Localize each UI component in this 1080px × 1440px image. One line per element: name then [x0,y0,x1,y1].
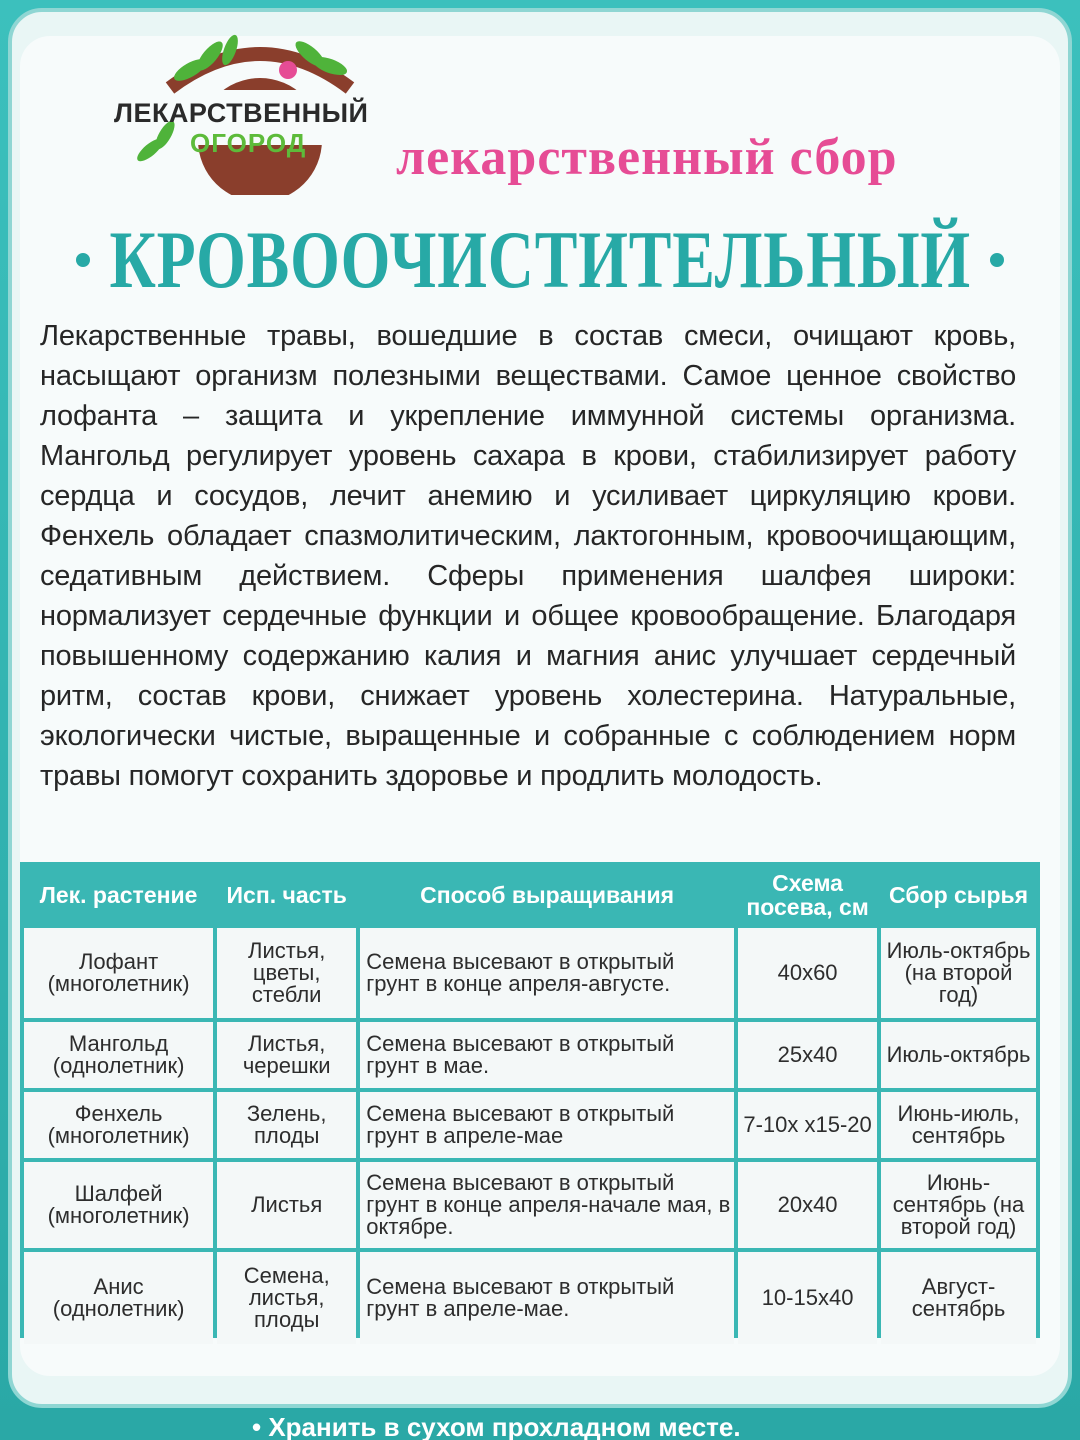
brand-name-line2: ОГОРОД [190,128,307,158]
table-cell: Семена, листья, плоды [217,1252,356,1344]
table-cell: 20х40 [738,1162,877,1248]
table-cell: 40х60 [738,928,877,1018]
table-cell: Листья [217,1162,356,1248]
table-row [24,928,1036,1018]
table-cell: Семена высевают в открытый грунт в мае. [360,1022,734,1088]
table-header-cell: Сбор сырья [881,866,1036,924]
table-cell: Анис (однолетник) [24,1252,213,1344]
table-cell: Шалфей (многолетник) [24,1162,213,1248]
table-cell: Июнь-сентябрь (на второй год) [881,1162,1036,1248]
bullet-dot-icon [990,253,1004,267]
table-cell: Июнь-июль, сентябрь [881,1092,1036,1158]
table-cell: Зелень, плоды [217,1092,356,1158]
table-cell: Семена высевают в открытый грунт в апреле-мае [360,1092,734,1158]
table-row [24,1162,1036,1248]
table-row [24,1022,1036,1088]
plants-table-container [20,862,1040,1338]
storage-note: • Хранить в сухом прохладном месте. [252,1412,741,1440]
table-cell: 10-15х40 [738,1252,877,1344]
bullet-dot-icon [76,253,90,267]
table-cell: Лофант (многолетник) [24,928,213,1018]
product-category: лекарственный сбор [396,129,898,186]
table-cell: Листья, цветы, стебли [217,928,356,1018]
table-row [24,1252,1036,1344]
table-cell: Семена высевают в открытый грунт в конце апреля-августе. [360,928,734,1018]
plants-table [20,862,1040,1348]
table-cell: Фенхель (многолетник) [24,1092,213,1158]
table-header-cell: Схема посева, см [738,866,877,924]
table-header-cell: Исп. часть [217,866,356,924]
table-cell: Семена высевают в открытый грунт в апреле-мае. [360,1252,734,1344]
table-cell: Листья, черешки [217,1022,356,1088]
table-cell: Август-сентябрь [881,1252,1036,1344]
table-header-cell: Лек. растение [24,866,213,924]
product-title-row [30,210,1050,310]
table-cell: 25х40 [738,1022,877,1088]
table-cell: Июль-октябрь (на второй год) [881,928,1036,1018]
product-description: Лекарственные травы, вошедшие в состав смеси, очищают кровь, насыщают организм полезными веществами. Самое ценное свойство лофанта – защита и укрепление иммунной системы организма. Мангольд регулирует уровень сахара в крови, стабилизирует работу сердца и сосудов, лечит анемию и усиливает циркуляцию крови. Фенхель обладает спазмолитическим, лактогонным, кровоочищающим, седативным действием. Сферы применения шалфея широки: нормализует сердечные функции и общее кровообращение. Благодаря повышенному содержанию калия и магния анис улучшает сердечный ритм, состав крови, снижает уровень холестерина. Натуральные, экологически чистые, выращенные и собранные с соблюдением норм травы помогут сохранить здоровье и продлить молодость. [40,320,1016,792]
table-row [24,1092,1036,1158]
table-cell: Июль-октябрь [881,1022,1036,1088]
table-cell: 7-10х х15-20 [738,1092,877,1158]
table-header-row [24,866,1036,924]
brand-name-line1: ЛЕКАРСТВЕННЫЙ [114,98,369,128]
table-cell: Семена высевают в открытый грунт в конце апреля-начале мая, в октябре. [360,1162,734,1248]
table-header-cell: Способ выращивания [360,866,734,924]
table-cell: Мангольд (однолетник) [24,1022,213,1088]
product-title: КРОВООЧИСТИТЕЛЬНЫЙ [109,214,971,305]
brand-logo [110,30,390,195]
